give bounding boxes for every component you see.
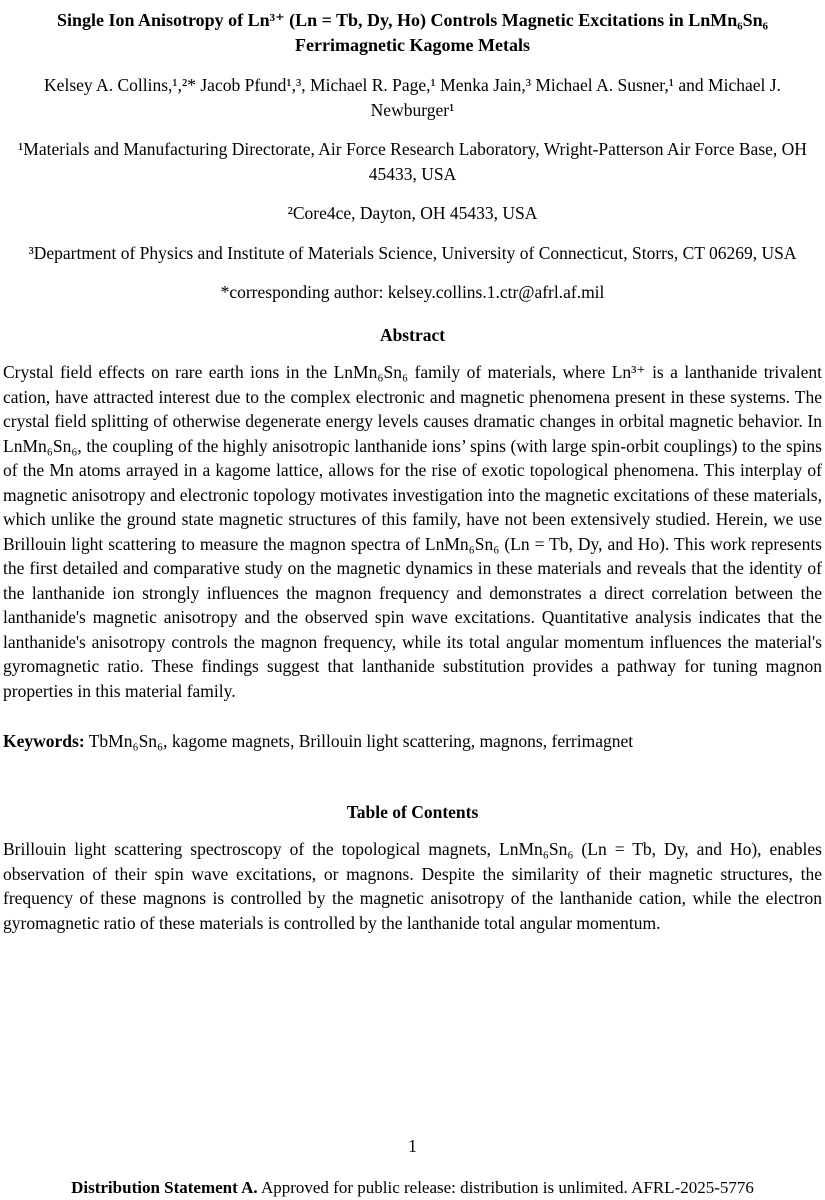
keywords-line bbox=[3, 729, 822, 754]
table-of-contents-heading: Table of Contents bbox=[346, 801, 479, 822]
keywords-label: Keywords: bbox=[3, 731, 85, 752]
distribution-statement bbox=[0, 1176, 825, 1200]
distribution-statement-label: Distribution Statement A. bbox=[71, 1178, 258, 1198]
corresponding-author: *corresponding author: kelsey.collins.1.ctr@afrl.af.mil bbox=[220, 282, 605, 303]
affiliation-3: ³Department of Physics and Institute of Materials Science, University of Connecticut, Storrs, CT 06269, USA bbox=[28, 242, 797, 263]
keywords-text: TbMn₆Sn₆, kagome magnets, Brillouin light scattering, magnons, ferrimagnet bbox=[84, 731, 634, 752]
author-list: Kelsey A. Collins,¹,²* Jacob Pfund¹,³, Michael R. Page,¹ Menka Jain,³ Michael A. Susner,¹ and Michael J. Newburger¹ bbox=[44, 75, 781, 120]
page-number: 1 bbox=[408, 1135, 417, 1156]
affiliation-1: ¹Materials and Manufacturing Directorate, Air Force Research Laboratory, Wright-Patterson Air Force Base, OH 45433, USA bbox=[18, 139, 807, 184]
distribution-statement-text: Approved for public release: distribution is unlimited. AFRL-2025-5776 bbox=[257, 1178, 754, 1198]
paper-title: Single Ion Anisotropy of Ln³⁺ (Ln = Tb, Dy, Ho) Controls Magnetic Excitations in LnMn₆Sn₆ Ferrimagnetic Kagome Metals bbox=[56, 10, 769, 56]
affiliation-2: ²Core4ce, Dayton, OH 45433, USA bbox=[287, 203, 538, 224]
abstract-heading: Abstract bbox=[379, 324, 446, 345]
table-of-contents-body: Brillouin light scattering spectroscopy of the topological magnets, LnMn₆Sn₆ (Ln = Tb, Dy, and Ho), enables observation of their spin wave excitations, or magnons. Despite the similarity of their magnetic structures, the frequency of these magnons is controlled by the magnetic anisotropy of the lanthanide cation, while the electron gyromagnetic ratio of these materials is controlled by the lanthanide total angular momentum. bbox=[3, 839, 822, 933]
abstract-body: Crystal field effects on rare earth ions in the LnMn₆Sn₆ family of materials, where Ln³⁺ is a lanthanide trivalent cation, have attracted interest due to the complex electronic and magnetic phenomena present in these systems. The crystal field splitting of otherwise degenerate energy levels causes dramatic changes in orbital magnetic behavior. In LnMn₆Sn₆, the coupling of the highly anisotropic lanthanide ions’ spins (with large spin-orbit couplings) to the spins of the Mn atoms arrayed in a kagome lattice, allows for the rise of exotic topological phenomena. This interplay of magnetic anisotropy and electronic topology motivates investigation into the magnetic excitations of these materials, which unlike the ground state magnetic structures of this family, have not been extensively studied. Herein, we use Brillouin light scattering to measure the magnon spectra of LnMn₆Sn₆ (Ln = Tb, Dy, and Ho). This work represents the first detailed and comparative study on the magnetic dynamics in these materials and reveals that the identity of the lanthanide ion strongly influences the magnon frequency and demonstrates a direct correlation between the lanthanide's magnetic anisotropy and the observed spin wave excitations. Quantitative analysis indicates that the lanthanide's anisotropy controls the magnon frequency, while its total angular momentum influences the material's gyromagnetic ratio. These findings suggest that lanthanide substitution provides a pathway for tuning magnon properties in this material family. bbox=[3, 362, 822, 701]
